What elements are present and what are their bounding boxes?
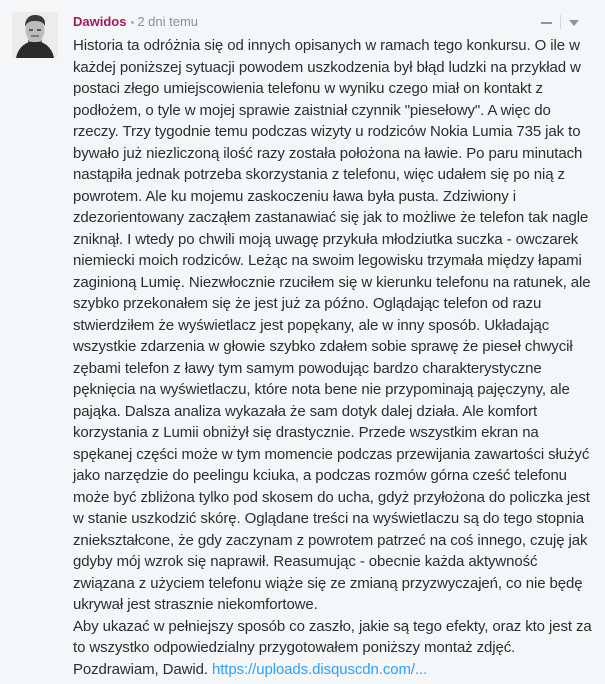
avatar[interactable]: [12, 12, 58, 58]
user-avatar-portrait-icon: [12, 12, 58, 58]
menu-chevron-down-icon[interactable]: [569, 14, 579, 30]
controls-divider: [560, 15, 561, 29]
comment-controls: [540, 14, 579, 30]
signoff-text: Pozdrawiam, Dawid.: [73, 660, 208, 678]
comment-body: [73, 35, 593, 680]
comment-timestamp[interactable]: 2 dni temu: [137, 14, 199, 29]
comment-paragraph: Aby ukazać w pełniejszy sposób co zaszło, jakie są tego efekty, oraz kto jest za to wszystko odpowiedzialny przygotowałem poniższy montaż zdjęć.: [73, 617, 592, 656]
meta-separator: •: [130, 17, 135, 29]
attachment-link[interactable]: https://uploads.disquscdn.com/...: [212, 660, 428, 678]
comment-signoff-line: [73, 659, 593, 681]
comment-header: [73, 13, 198, 31]
collapse-minus-icon[interactable]: [540, 14, 552, 30]
comment-paragraph: Historia ta odróżnia się od innych opisanych w ramach tego konkursu. O ile w każdej poniższej sytuacji powodem uszkodzenia był błąd ludzki na przykład w postaci złego umiejscowienia telefonu w wyniku czego miał on kontakt z podłożem, o tyle w mojej sprawie zaistniał czynnik "piesełowy". A więc do rzeczy. Trzy tygodnie temu podczas wizyty u rodziców Nokia Lumia 735 jak to bywało już niezliczoną ilość razy została położona na ławie. Po paru minutach nastąpiła jednak potrzeba skorzystania z telefonu, więc udałem się po nią z powrotem. Ale ku mojemu zaskoczeniu ława była pusta. Zdziwiony i zdezorientowany zacząłem zastanawiać się jak to możliwe że telefon tak nagle zniknął. I wtedy po chwili moją uwagę przykuła młodziutka suczka - owczarek niemiecki moich rodziców. Leżąc na swoim legowisku trzymała między łapami zaginioną Lumię. Niezwłocznie rzuciłem się w kierunku telefonu na ratunek, ale szybko przekonałem się że jest już za późno. Oglądając telefon od razu stwierdziłem że wyświetlacz jest popękany, ale w inny sposób. Układając wszystkie zdarzenia w głowie szybko zdałem sobie sprawę że pieseł chwycił zębami telefon z ławy tym samym powodując bardzo charakterystyczne pęknięcia na wyświetlaczu, które nota bene nie przypominają pajęczyny, ale pająka. Dalsza analiza wykazała że sam dotyk dalej działa. Ale komfort korzystania z Lumii obniżył się drastycznie. Przede wszystkim ekran na spękanej części może w tym momencie podczas przewijania zawartości służyć jako narzędzie do peelingu kciuka, a podczas rozmów górna cześć telefonu może być zbliżona tylko pod skosem do ucha, gdyż przyłożona do policzka jest w stanie uszkodzić skórę. Oglądane treści na wyświetlaczu są do tego stopnia zniekształcone, że gdy zaczynam z powrotem patrzeć na coś innego, czuję jak gdyby mój wzrok się naprawił. Reasumując - obecnie każda aktywność związana z użyciem telefonu wiąże się ze zmianą przyzwyczajeń, co nie będę ukrywał jest strasznie niekomfortowe.: [73, 37, 591, 613]
author-name[interactable]: Dawidos: [73, 14, 127, 29]
